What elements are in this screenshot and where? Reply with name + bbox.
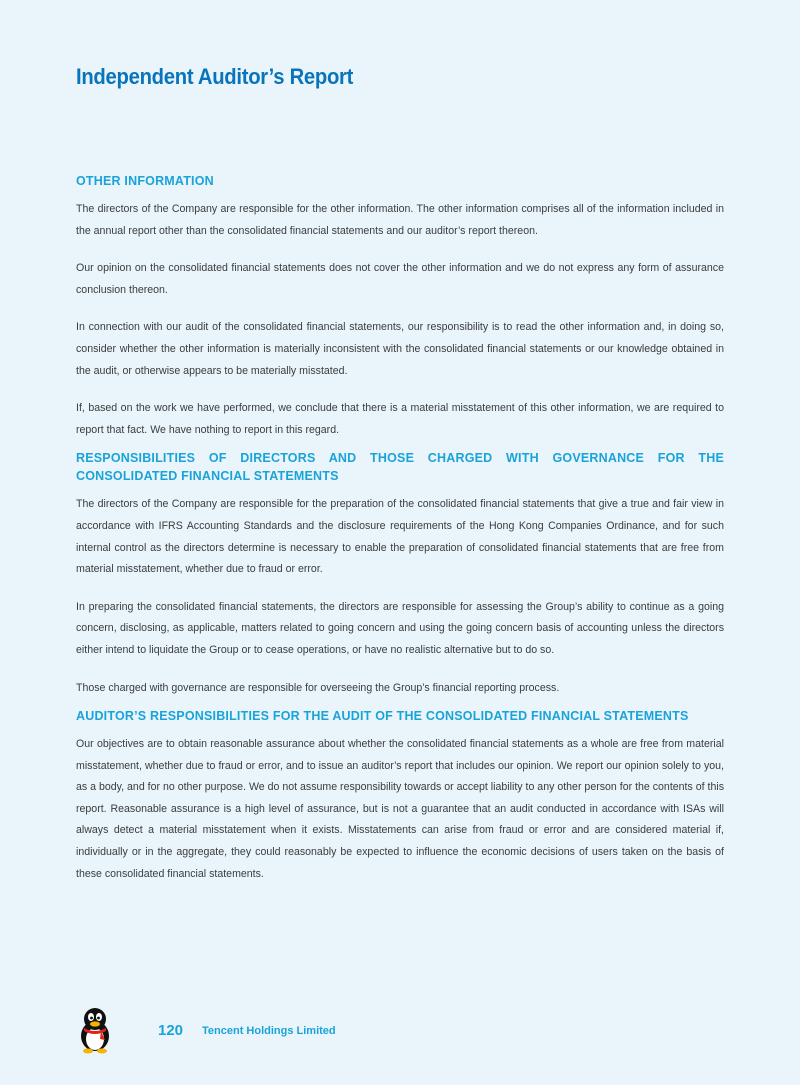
paragraph: Our objectives are to obtain reasonable assurance about whether the consolidated financial statements as a whole are free from material misstatement, whether due to fraud or error, and to issue an auditor’s report that includes our opinion. We report our opinion solely to you, as a body, and for no other purpose. We do not assume responsibility towards or accept liability to any other person for the contents of this report. Reasonable assurance is a high level of assurance, but is not a guarantee that an audit conducted in accordance with ISAs will always detect a material misstatement when it exists. Misstatements can arise from fraud or error and are considered material if, individually or in the aggregate, they could reasonably be expected to influence the economic decisions of users taken on the basis of these consolidated financial statements. — [76, 738, 724, 880]
section-heading: AUDITOR’S RESPONSIBILITIES FOR THE AUDIT OF THE CONSOLIDATED FINANCIAL STATEMENTS — [76, 709, 689, 724]
paragraph: In preparing the consolidated financial statements, the directors are responsible for assessing the Group’s ability to continue as a going concern, disclosing, as applicable, matters related to going concern and using the going concern basis of accounting unless the directors either intend to liquidate the Group or to cease operations, or have no realistic alternative but to do so. — [76, 600, 724, 656]
page-title: Independent Auditor’s Report — [76, 64, 354, 89]
paragraph: The directors of the Company are responsible for the other information. The other information comprises all of the information included in the annual report other than the consolidated financial statements and our auditor’s report thereon. — [76, 203, 724, 237]
paragraph: In connection with our audit of the consolidated financial statements, our responsibility is to read the other information and, in doing so, consider whether the other information is materially inconsistent with the consolidated financial statements or our knowledge obtained in the audit, or otherwise appears to be materially misstated. — [76, 321, 724, 377]
company-name: Tencent Holdings Limited — [202, 1025, 336, 1037]
report-body — [76, 172, 724, 901]
section-heading: RESPONSIBILITIES OF DIRECTORS AND THOSE CHARGED WITH GOVERNANCE FOR THE CONSOLIDATED FINANCIAL STATEMENTS — [76, 451, 724, 484]
paragraph: Our opinion on the consolidated financial statements does not cover the other information and we do not express any form of assurance conclusion thereon. — [76, 262, 724, 296]
section-heading: OTHER INFORMATION — [76, 174, 214, 188]
paragraph: The directors of the Company are responsible for the preparation of the consolidated financial statements that give a true and fair view in accordance with IFRS Accounting Standards and the disclosure requirements of the Hong Kong Companies Ordinance, and for such internal control as the directors determine is necessary to enable the preparation of consolidated financial statements that are free from material misstatement, whether due to fraud or error. — [76, 498, 724, 576]
paragraph: Those charged with governance are responsible for overseeing the Group’s financial reporting process. — [76, 681, 560, 694]
penguin-mascot-icon — [76, 1006, 114, 1054]
page-footer — [76, 1000, 476, 1060]
section-other-information — [76, 172, 724, 441]
page-number: 120 — [158, 1022, 184, 1039]
paragraph: If, based on the work we have performed, we conclude that there is a material misstatement of this other information, we are required to report that fact. We have nothing to report in this regard. — [76, 402, 724, 436]
section-directors-responsibilities — [76, 449, 724, 699]
section-auditor-responsibilities — [76, 707, 724, 885]
